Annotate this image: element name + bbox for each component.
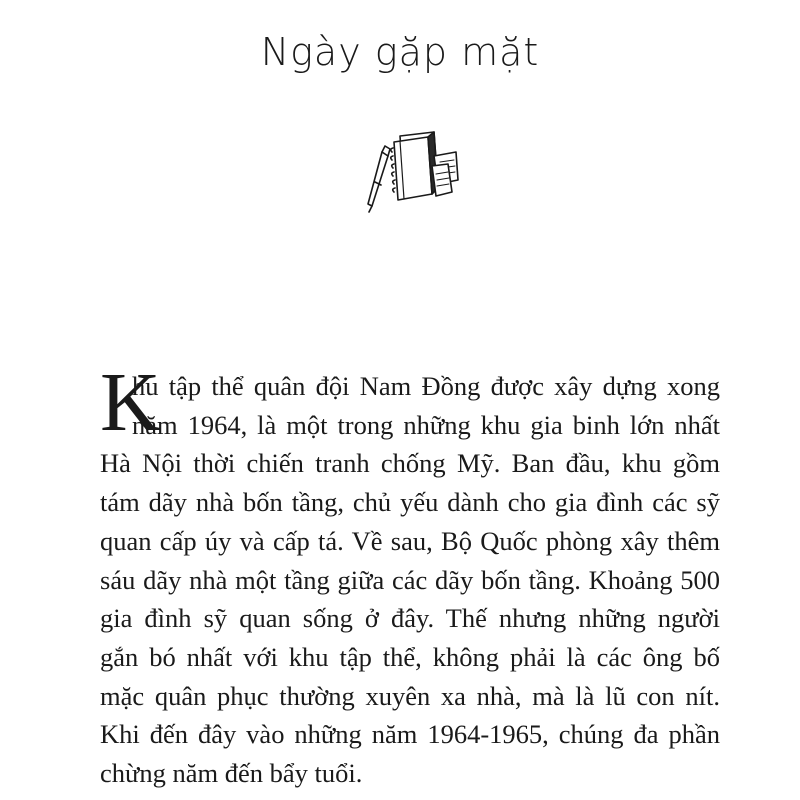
text-line: gia đình sỹ quan sống ở đây. Thế nhưng những người [100,603,720,634]
notebook-and-pen-icon [360,122,460,214]
body-paragraph [100,356,720,793]
text-line: Hà Nội thời chiến tranh chống Mỹ. Ban đầu, khu gồm [100,448,720,479]
text-line: năm 1964, là một trong những khu gia binh lớn nhất [132,409,720,440]
text-line: Khi đến đây vào những năm 1964-1965, chúng đa phần [100,719,720,750]
text-line: gắn bó nhất với khu tập thể, không phải là các ông bố [100,641,720,672]
text-line: chừng năm đến bẩy tuổi. [100,758,363,789]
chapter-title: Ngày gặp mặt [260,30,540,74]
drop-cap: K [100,356,161,449]
text-line: quan cấp úy và cấp tá. Về sau, Bộ Quốc phòng xây thêm [100,525,720,556]
text-line: sáu dãy nhà một tầng giữa các dãy bốn tầng. Khoảng 500 [100,564,720,595]
text-line: tám dãy nhà bốn tầng, chủ yếu dành cho gia đình các sỹ [100,487,720,518]
text-line: hu tập thể quân đội Nam Đồng được xây dựng xong [132,371,720,401]
text-line: mặc quân phục thường xuyên xa nhà, mà là lũ con nít. [100,680,720,711]
